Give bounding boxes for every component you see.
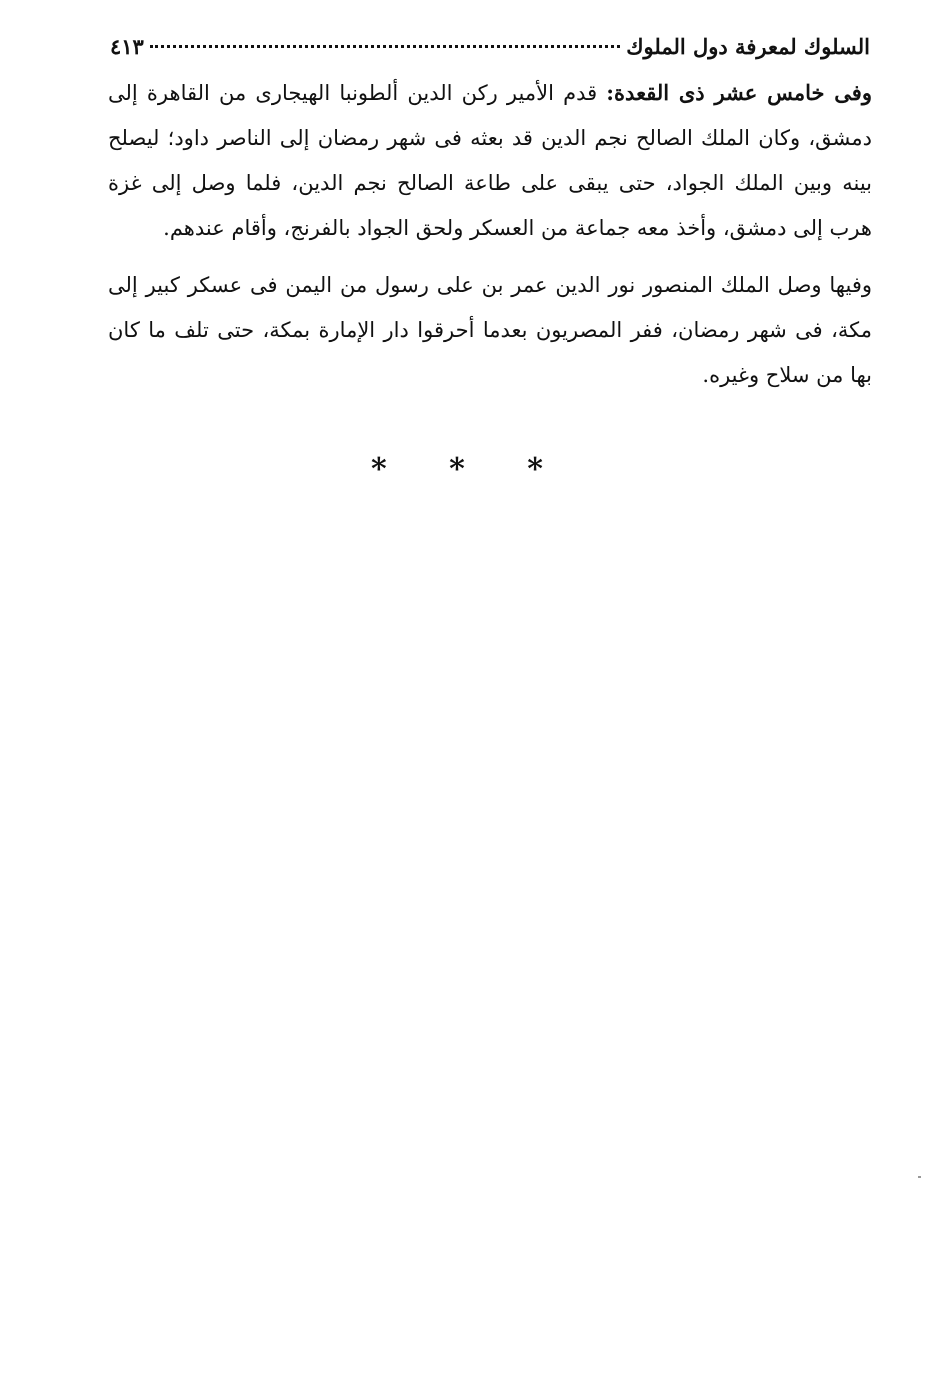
paragraph-1-text: قدم الأمير ركن الدين ألطونبا الهيجارى من القاهرة إلى دمشق، وكان الملك الصالح نجم الدين قد بعثه فى شهر رمضان إلى الناصر داود؛ ليصلح بينه وبين الملك الجواد، حتى يبقى على طاعة الصالح نجم الدين، فلما وصل إلى غزة هرب إلى دمشق، وأخذ معه جماعة من العسكر ولحق الجواد بالفرنج، وأقام عندهم. <box>108 81 872 240</box>
section-separator: * * * <box>371 452 569 487</box>
paragraph-1-lead: وفى خامس عشر ذى القعدة: <box>606 80 872 105</box>
paragraph-1 <box>108 70 872 251</box>
running-header <box>110 30 870 64</box>
running-title: السلوك لمعرفة دول الملوك <box>626 34 870 59</box>
body-text <box>108 70 872 398</box>
paragraph-2 <box>108 263 872 398</box>
dot-leader <box>150 45 620 48</box>
page-number: ٤١٣ <box>110 34 144 59</box>
paragraph-2-text: وفيها وصل الملك المنصور نور الدين عمر بن على رسول من اليمن فى عسكر كبير إلى مكة، فى شهر رمضان، ففر المصريون بعدما أحرقوا دار الإمارة بمكة، حتى تلف ما كان بها من سلاح وغيره. <box>108 273 872 387</box>
scan-speck <box>918 1176 921 1178</box>
